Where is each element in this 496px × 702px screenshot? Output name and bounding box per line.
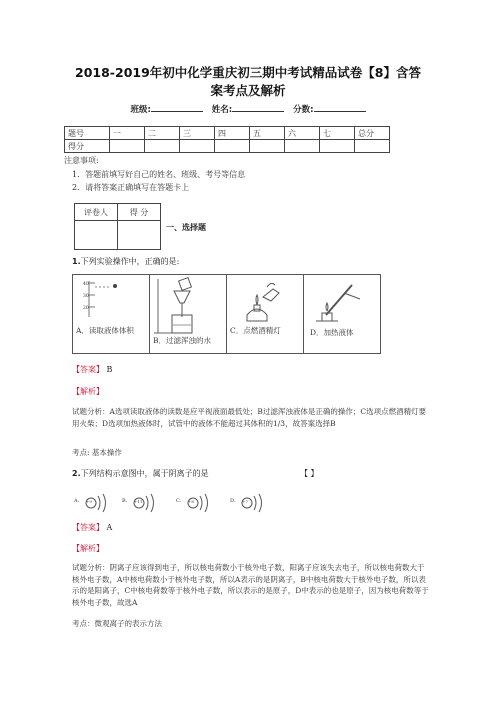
option-label: C．点燃酒精灯 <box>230 326 281 335</box>
question-2 <box>72 468 209 480</box>
note-item: 2．请将答案正确填写在答题卡上 <box>72 183 190 192</box>
note-item: 1．答题前填写好自己的姓名、班级、考号等信息 <box>72 170 246 179</box>
section-title: 一、选择题 <box>166 222 206 232</box>
score-row-label: 得分 <box>65 140 110 153</box>
ion-option-label: D. <box>230 498 236 504</box>
question-number: 2. <box>72 469 81 478</box>
option-label: A．读取液体体积 <box>76 326 134 335</box>
grader-col-label: 得 分 <box>118 204 161 221</box>
answer-label: 【答案】 <box>72 365 104 374</box>
alcohol-lamp-icon <box>227 275 303 353</box>
score-table-score-row <box>65 140 390 153</box>
answer-value: A <box>106 523 113 532</box>
grader-table <box>74 203 161 250</box>
scale-tick: 20 <box>83 306 89 311</box>
score-cell[interactable] <box>355 140 390 153</box>
name-blank <box>232 111 284 112</box>
scale-tick: 40 <box>83 282 89 287</box>
score-header-cell: 五 <box>250 127 285 140</box>
score-cell[interactable] <box>285 140 320 153</box>
score-cell[interactable] <box>110 140 145 153</box>
option-c-image <box>226 274 304 354</box>
q1-answer <box>72 364 112 375</box>
document-title <box>40 64 456 100</box>
option-a-image <box>72 274 150 354</box>
ion-nucleus: +8 <box>188 499 194 504</box>
score-header-cell: 总分 <box>355 127 390 140</box>
q2-point: 考点：微观离子的表示方法 <box>72 619 162 628</box>
option-label: B．过滤浑浊的水 <box>153 336 212 345</box>
ion-option-label: B. <box>122 498 128 504</box>
q1-analysis-text: 试题分析：A选项读取液体的读数是应平视液面最低处；B过滤浑浊液体是正确的操作；C选项点燃酒精灯要用火柴；D选项加热液体时，试管中的液体不能超过其体积的1/3，故答案选择B <box>72 407 427 428</box>
score-table <box>64 126 390 153</box>
score-cell[interactable] <box>215 140 250 153</box>
question-number: 1. <box>72 257 81 266</box>
score-label: 分数: <box>293 105 314 115</box>
ion-nucleus: +11 <box>134 499 143 504</box>
score-header-cell: 七 <box>320 127 355 140</box>
scale-tick: 30 <box>83 294 89 299</box>
q1-analysis-label: 【解析】 <box>72 387 104 396</box>
option-d-image <box>303 274 381 354</box>
score-header-cell: 题号 <box>65 127 110 140</box>
q2-analysis-text: 试题分析：阴离子应该得到电子，所以核电荷数小于核外电子数，阳离子应该失去电子，所以核电荷数大于核外电子数，A中核电荷数小于核外电子数，所以A表示的是阴离子，B中核电荷数大于核外电子数，所以表示的是阳离子，C中核电荷数等于核外电子数，所以表示的是原子，D中表示的也是原子，因为核电荷数等于核外电子数，故选A <box>72 563 429 607</box>
score-cell[interactable] <box>180 140 215 153</box>
grader-cell[interactable] <box>75 221 118 250</box>
score-header-cell: 二 <box>145 127 180 140</box>
ion-diagrams <box>72 492 272 516</box>
class-label: 班级: <box>130 105 151 115</box>
score-header-cell: 一 <box>110 127 145 140</box>
answer-bracket: 【 】 <box>300 469 319 478</box>
question-stem: 下列结构示意图中，属于阴离子的是 <box>80 469 209 478</box>
notes-heading: 注意事项: <box>64 156 99 165</box>
ion-nucleus: +7 <box>242 499 248 504</box>
score-header-cell: 四 <box>215 127 250 140</box>
ion-nucleus: +9 <box>86 499 92 504</box>
question-stem: 下列实验操作中，正确的是: <box>80 257 180 266</box>
heating-test-tube-icon <box>304 275 380 353</box>
grader-cell[interactable] <box>118 221 161 250</box>
q2-analysis-label: 【解析】 <box>72 544 104 553</box>
q2-answer <box>72 522 112 533</box>
answer-value: B <box>106 365 113 374</box>
q1-point: 考点: 基本操作 <box>72 448 122 457</box>
score-header-cell: 六 <box>285 127 320 140</box>
question-1 <box>72 256 179 268</box>
ion-option-label: A. <box>74 498 80 504</box>
score-blank <box>314 111 366 112</box>
title-line-2: 案考点及解析 <box>210 83 286 98</box>
class-blank <box>151 111 203 112</box>
score-table-header-row <box>65 127 390 140</box>
name-label: 姓名: <box>211 105 233 115</box>
option-b-image <box>149 274 227 354</box>
score-cell[interactable] <box>320 140 355 153</box>
answer-label: 【答案】 <box>72 523 104 532</box>
option-label: D．加热液体 <box>310 328 354 337</box>
score-cell[interactable] <box>250 140 285 153</box>
score-header-cell: 三 <box>180 127 215 140</box>
grader-col-label: 评卷人 <box>75 204 118 221</box>
student-info-line <box>0 103 496 115</box>
score-cell[interactable] <box>145 140 180 153</box>
title-line-1: 2018-2019年初中化学重庆初三期中考试精品试卷【8】含答 <box>75 65 421 80</box>
ion-option-label: C. <box>176 498 182 504</box>
